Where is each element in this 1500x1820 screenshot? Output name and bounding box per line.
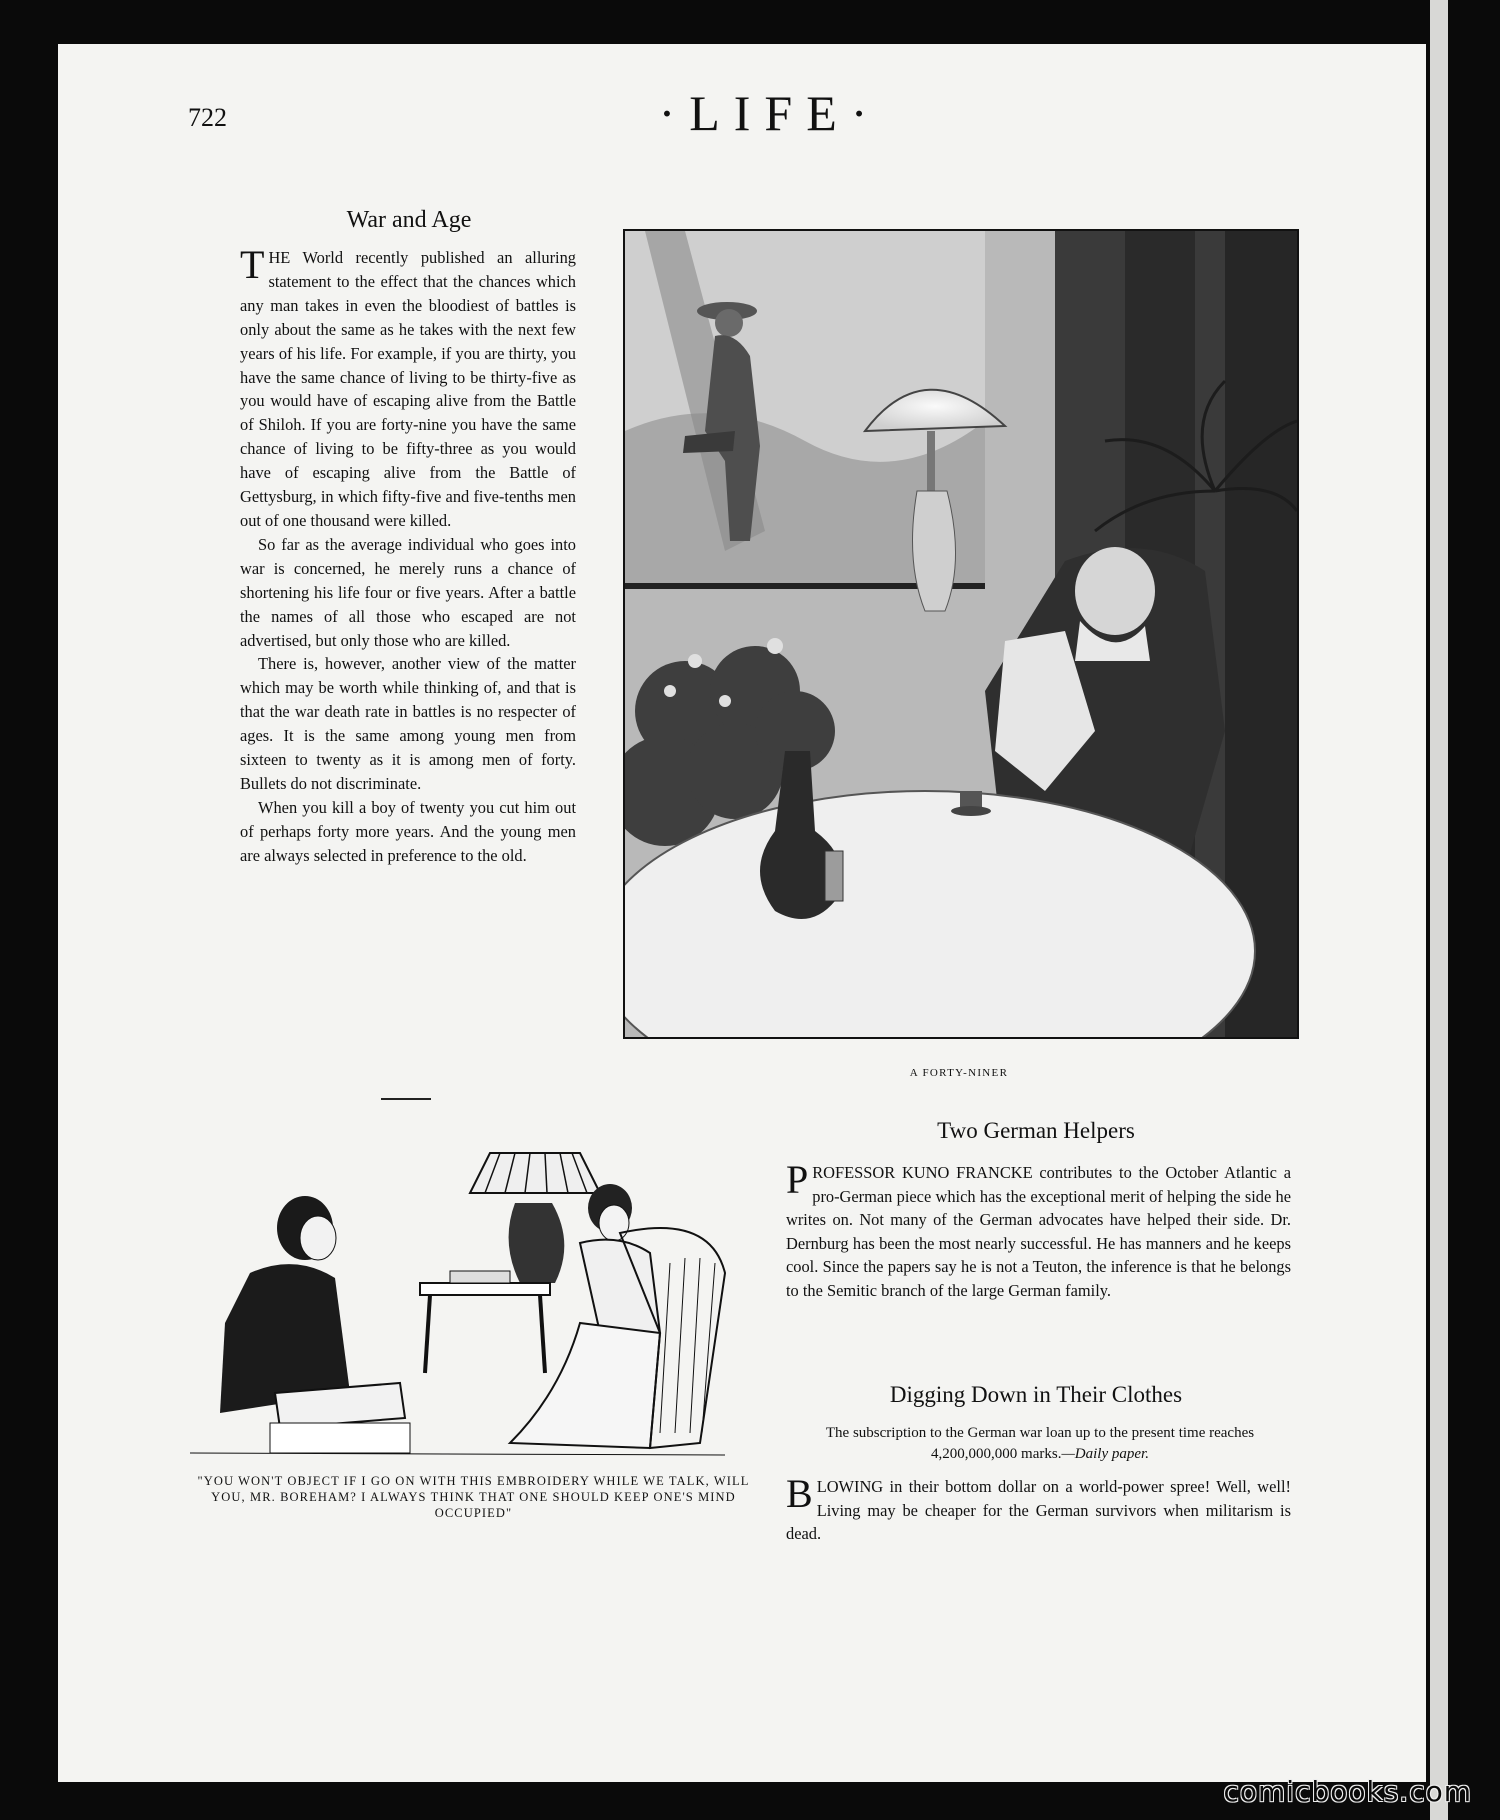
illustration-embroidery [180, 1143, 735, 1463]
site-watermark: comicbooks.com [1223, 1775, 1472, 1808]
paragraph-3: There is, however, another view of the matter which may be worth while thinking of, and that is that the war death rate in battles is no respecter of ages. It is the same among young men from sixteen to twenty as it is among men of forty. Bullets do not discriminate. [240, 654, 576, 793]
dropcap: B [786, 1471, 813, 1516]
illustration-forty-niner [623, 229, 1299, 1039]
quote-source: —Daily paper. [1061, 1446, 1149, 1462]
paragraph-text: ROFESSOR KUNO FRANCKE contributes to the October Atlantic a pro-German piece which has the exceptional merit of helping the side he writes on. Not many of the German advocates have helped their side. Dr. Dernburg has been the most nearly successful. He has manners and he keeps cool. Since the papers say he is not a Teuton, the inference is that he belongs to the Semitic branch of the large German family. [786, 1163, 1291, 1300]
masthead-title: ·LIFE· [658, 85, 882, 141]
page-number: 722 [188, 103, 227, 132]
scan-right-edge [1430, 0, 1448, 1820]
article-body-war-and-age [240, 242, 576, 868]
paragraph-4: When you kill a boy of twenty you cut him out of perhaps forty more years. And the young men are always selected in preference to the old. [240, 797, 576, 865]
dropcap: P [786, 1157, 809, 1202]
article-title-digging-down: Digging Down in Their Clothes [889, 1382, 1183, 1407]
embroidery-drawing [180, 1143, 735, 1463]
article-body-two-german-helpers [786, 1157, 1291, 1303]
paragraph-2: So far as the average individual who goes into war is concerned, he merely runs a chance of shortening his life four or five years. After a battle the names of all those who escaped are not advertised, but only those who are killed. [240, 534, 576, 650]
forty-niner-drawing [625, 231, 1297, 1037]
article-title-two-german-helpers: Two German Helpers [937, 1118, 1135, 1143]
section-divider [381, 1098, 431, 1100]
paragraph-1: HE World recently published an alluring statement to the effect that the chances which any man takes in even the bloodiest of battles is only about the same as he takes with the next few years of his life. For example, if you are thirty, you have the same chance of living to be thirty-five as you would have of escaping alive from the Battle of Shiloh. If you are forty-nine you have the same chance of living to be fifty-three as you would have of escaping alive from the Battle of Gettysburg, in which fifty-five and five-tenths men out of one thousand were killed. [240, 248, 576, 530]
caption-forty-niner: A FORTY-NINER [909, 1067, 1009, 1079]
caption-embroidery: "YOU WON'T OBJECT IF I GO ON WITH THIS EMBROIDERY WHILE WE TALK, WILL YOU, MR. BOREHAM? I ALWAYS THINK THAT ONE SHOULD KEEP ONE'S MIND OCCUPIED" [197, 1474, 750, 1520]
newspaper-quote [810, 1423, 1270, 1465]
article-body-digging-down [786, 1471, 1291, 1546]
paragraph-text: LOWING in their bottom dollar on a world-power spree! Well, well! Living may be cheaper for the German survivors when militarism is dead. [786, 1477, 1291, 1544]
dropcap: T [240, 242, 265, 287]
quote-text: The subscription to the German war loan up to the present time reaches 4,200,000,000 marks. [825, 1425, 1255, 1462]
article-title-war-and-age: War and Age [346, 207, 472, 233]
scan-top-border [0, 0, 1500, 18]
